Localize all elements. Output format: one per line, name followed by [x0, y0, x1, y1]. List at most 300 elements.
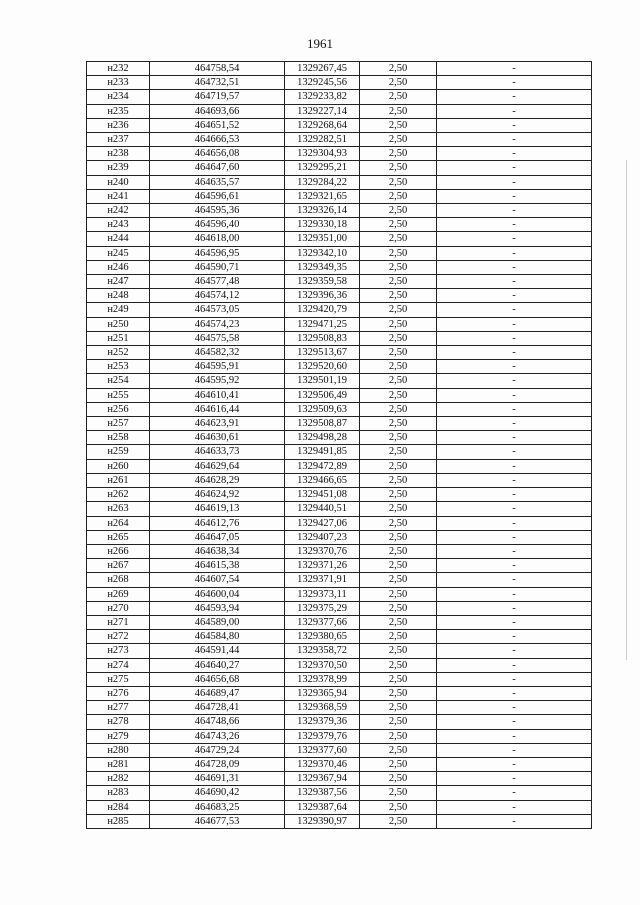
x-coordinate-cell: 464595,36	[150, 204, 285, 218]
table-row	[87, 502, 592, 516]
note-cell: -	[437, 658, 592, 672]
table-row	[87, 246, 592, 260]
note-cell: -	[437, 161, 592, 175]
y-coordinate-cell: 1329451,08	[285, 488, 360, 502]
point-id-cell: н243	[87, 218, 150, 232]
y-coordinate-cell: 1329513,67	[285, 346, 360, 360]
point-id-cell: н284	[87, 800, 150, 814]
table-row	[87, 303, 592, 317]
note-cell: -	[437, 701, 592, 715]
note-cell: -	[437, 402, 592, 416]
table-row	[87, 459, 592, 473]
note-cell: -	[437, 672, 592, 686]
precision-cell: 2,50	[360, 331, 437, 345]
point-id-cell: н279	[87, 729, 150, 743]
x-coordinate-cell: 464573,05	[150, 303, 285, 317]
y-coordinate-cell: 1329370,46	[285, 757, 360, 771]
precision-cell: 2,50	[360, 715, 437, 729]
table-row	[87, 118, 592, 132]
point-id-cell: н254	[87, 374, 150, 388]
y-coordinate-cell: 1329268,64	[285, 118, 360, 132]
x-coordinate-cell: 464589,00	[150, 615, 285, 629]
point-id-cell: н278	[87, 715, 150, 729]
note-cell: -	[437, 814, 592, 828]
table-row	[87, 133, 592, 147]
x-coordinate-cell: 464728,09	[150, 757, 285, 771]
note-cell: -	[437, 133, 592, 147]
y-coordinate-cell: 1329379,76	[285, 729, 360, 743]
table-row	[87, 544, 592, 558]
x-coordinate-cell: 464656,68	[150, 672, 285, 686]
note-cell: -	[437, 189, 592, 203]
y-coordinate-cell: 1329491,85	[285, 445, 360, 459]
note-cell: -	[437, 388, 592, 402]
y-coordinate-cell: 1329472,89	[285, 459, 360, 473]
precision-cell: 2,50	[360, 473, 437, 487]
y-coordinate-cell: 1329233,82	[285, 90, 360, 104]
point-id-cell: н269	[87, 587, 150, 601]
precision-cell: 2,50	[360, 686, 437, 700]
x-coordinate-cell: 464610,41	[150, 388, 285, 402]
y-coordinate-cell: 1329508,83	[285, 331, 360, 345]
precision-cell: 2,50	[360, 161, 437, 175]
precision-cell: 2,50	[360, 62, 437, 76]
x-coordinate-cell: 464630,61	[150, 431, 285, 445]
precision-cell: 2,50	[360, 516, 437, 530]
page-number: 1961	[307, 36, 333, 51]
y-coordinate-cell: 1329267,45	[285, 62, 360, 76]
note-cell: -	[437, 76, 592, 90]
table-row	[87, 360, 592, 374]
table-row	[87, 76, 592, 90]
precision-cell: 2,50	[360, 488, 437, 502]
point-id-cell: н264	[87, 516, 150, 530]
precision-cell: 2,50	[360, 573, 437, 587]
point-id-cell: н277	[87, 701, 150, 715]
x-coordinate-cell: 464607,54	[150, 573, 285, 587]
point-id-cell: н283	[87, 786, 150, 800]
x-coordinate-cell: 464728,41	[150, 701, 285, 715]
point-id-cell: н276	[87, 686, 150, 700]
precision-cell: 2,50	[360, 133, 437, 147]
table-row	[87, 388, 592, 402]
y-coordinate-cell: 1329368,59	[285, 701, 360, 715]
x-coordinate-cell: 464651,52	[150, 118, 285, 132]
x-coordinate-cell: 464574,23	[150, 317, 285, 331]
note-cell: -	[437, 104, 592, 118]
x-coordinate-cell: 464618,00	[150, 232, 285, 246]
note-cell: -	[437, 118, 592, 132]
table-row	[87, 204, 592, 218]
table-row	[87, 488, 592, 502]
y-coordinate-cell: 1329498,28	[285, 431, 360, 445]
point-id-cell: н271	[87, 615, 150, 629]
point-id-cell: н262	[87, 488, 150, 502]
x-coordinate-cell: 464616,44	[150, 402, 285, 416]
point-id-cell: н268	[87, 573, 150, 587]
y-coordinate-cell: 1329326,14	[285, 204, 360, 218]
point-id-cell: н267	[87, 559, 150, 573]
point-id-cell: н250	[87, 317, 150, 331]
table-row	[87, 729, 592, 743]
note-cell: -	[437, 516, 592, 530]
table-row	[87, 743, 592, 757]
precision-cell: 2,50	[360, 757, 437, 771]
table-row	[87, 260, 592, 274]
point-id-cell: н242	[87, 204, 150, 218]
table-row	[87, 189, 592, 203]
precision-cell: 2,50	[360, 374, 437, 388]
point-id-cell: н234	[87, 90, 150, 104]
note-cell: -	[437, 502, 592, 516]
precision-cell: 2,50	[360, 772, 437, 786]
note-cell: -	[437, 615, 592, 629]
x-coordinate-cell: 464595,92	[150, 374, 285, 388]
table-row	[87, 772, 592, 786]
y-coordinate-cell: 1329379,36	[285, 715, 360, 729]
point-id-cell: н273	[87, 644, 150, 658]
y-coordinate-cell: 1329387,64	[285, 800, 360, 814]
note-cell: -	[437, 459, 592, 473]
point-id-cell: н239	[87, 161, 150, 175]
point-id-cell: н235	[87, 104, 150, 118]
point-id-cell: н252	[87, 346, 150, 360]
x-coordinate-cell: 464635,57	[150, 175, 285, 189]
precision-cell: 2,50	[360, 246, 437, 260]
precision-cell: 2,50	[360, 346, 437, 360]
x-coordinate-cell: 464656,08	[150, 147, 285, 161]
coordinates-table	[86, 61, 592, 829]
note-cell: -	[437, 417, 592, 431]
note-cell: -	[437, 757, 592, 771]
table-row	[87, 601, 592, 615]
x-coordinate-cell: 464729,24	[150, 743, 285, 757]
note-cell: -	[437, 772, 592, 786]
note-cell: -	[437, 303, 592, 317]
note-cell: -	[437, 715, 592, 729]
table-row	[87, 800, 592, 814]
point-id-cell: н241	[87, 189, 150, 203]
point-id-cell: н270	[87, 601, 150, 615]
precision-cell: 2,50	[360, 644, 437, 658]
x-coordinate-cell: 464582,32	[150, 346, 285, 360]
y-coordinate-cell: 1329466,65	[285, 473, 360, 487]
note-cell: -	[437, 630, 592, 644]
table-row	[87, 573, 592, 587]
note-cell: -	[437, 445, 592, 459]
y-coordinate-cell: 1329509,63	[285, 402, 360, 416]
note-cell: -	[437, 644, 592, 658]
scan-edge-mark	[626, 160, 627, 660]
y-coordinate-cell: 1329245,56	[285, 76, 360, 90]
y-coordinate-cell: 1329407,23	[285, 530, 360, 544]
x-coordinate-cell: 464591,44	[150, 644, 285, 658]
x-coordinate-cell: 464624,92	[150, 488, 285, 502]
x-coordinate-cell: 464619,13	[150, 502, 285, 516]
table-row	[87, 346, 592, 360]
point-id-cell: н274	[87, 658, 150, 672]
note-cell: -	[437, 431, 592, 445]
precision-cell: 2,50	[360, 204, 437, 218]
precision-cell: 2,50	[360, 289, 437, 303]
x-coordinate-cell: 464584,80	[150, 630, 285, 644]
precision-cell: 2,50	[360, 630, 437, 644]
note-cell: -	[437, 559, 592, 573]
point-id-cell: н240	[87, 175, 150, 189]
x-coordinate-cell: 464683,25	[150, 800, 285, 814]
point-id-cell: н232	[87, 62, 150, 76]
y-coordinate-cell: 1329295,21	[285, 161, 360, 175]
point-id-cell: н275	[87, 672, 150, 686]
x-coordinate-cell: 464596,40	[150, 218, 285, 232]
y-coordinate-cell: 1329508,87	[285, 417, 360, 431]
point-id-cell: н272	[87, 630, 150, 644]
y-coordinate-cell: 1329380,65	[285, 630, 360, 644]
precision-cell: 2,50	[360, 175, 437, 189]
point-id-cell: н245	[87, 246, 150, 260]
note-cell: -	[437, 218, 592, 232]
precision-cell: 2,50	[360, 672, 437, 686]
table-row	[87, 516, 592, 530]
y-coordinate-cell: 1329371,26	[285, 559, 360, 573]
note-cell: -	[437, 260, 592, 274]
table-row	[87, 104, 592, 118]
note-cell: -	[437, 473, 592, 487]
table-row	[87, 814, 592, 828]
table-row	[87, 90, 592, 104]
table-row	[87, 289, 592, 303]
point-id-cell: н261	[87, 473, 150, 487]
note-cell: -	[437, 289, 592, 303]
point-id-cell: н238	[87, 147, 150, 161]
y-coordinate-cell: 1329377,60	[285, 743, 360, 757]
table-row	[87, 587, 592, 601]
x-coordinate-cell: 464647,60	[150, 161, 285, 175]
y-coordinate-cell: 1329304,93	[285, 147, 360, 161]
x-coordinate-cell: 464615,38	[150, 559, 285, 573]
note-cell: -	[437, 360, 592, 374]
y-coordinate-cell: 1329375,29	[285, 601, 360, 615]
x-coordinate-cell: 464577,48	[150, 275, 285, 289]
precision-cell: 2,50	[360, 388, 437, 402]
x-coordinate-cell: 464691,31	[150, 772, 285, 786]
point-id-cell: н257	[87, 417, 150, 431]
point-id-cell: н259	[87, 445, 150, 459]
y-coordinate-cell: 1329387,56	[285, 786, 360, 800]
note-cell: -	[437, 544, 592, 558]
precision-cell: 2,50	[360, 814, 437, 828]
x-coordinate-cell: 464677,53	[150, 814, 285, 828]
note-cell: -	[437, 147, 592, 161]
x-coordinate-cell: 464575,58	[150, 331, 285, 345]
table-row	[87, 715, 592, 729]
note-cell: -	[437, 587, 592, 601]
precision-cell: 2,50	[360, 218, 437, 232]
x-coordinate-cell: 464629,64	[150, 459, 285, 473]
table-row	[87, 701, 592, 715]
table-row	[87, 417, 592, 431]
point-id-cell: н255	[87, 388, 150, 402]
precision-cell: 2,50	[360, 260, 437, 274]
table-row	[87, 431, 592, 445]
note-cell: -	[437, 90, 592, 104]
precision-cell: 2,50	[360, 559, 437, 573]
note-cell: -	[437, 346, 592, 360]
precision-cell: 2,50	[360, 417, 437, 431]
x-coordinate-cell: 464647,05	[150, 530, 285, 544]
table-row	[87, 62, 592, 76]
table-row	[87, 686, 592, 700]
y-coordinate-cell: 1329227,14	[285, 104, 360, 118]
x-coordinate-cell: 464612,76	[150, 516, 285, 530]
table-row	[87, 630, 592, 644]
point-id-cell: н265	[87, 530, 150, 544]
x-coordinate-cell: 464666,53	[150, 133, 285, 147]
precision-cell: 2,50	[360, 701, 437, 715]
precision-cell: 2,50	[360, 104, 437, 118]
x-coordinate-cell: 464689,47	[150, 686, 285, 700]
y-coordinate-cell: 1329370,76	[285, 544, 360, 558]
y-coordinate-cell: 1329420,79	[285, 303, 360, 317]
y-coordinate-cell: 1329371,91	[285, 573, 360, 587]
note-cell: -	[437, 175, 592, 189]
table-row	[87, 161, 592, 175]
precision-cell: 2,50	[360, 530, 437, 544]
table-row	[87, 559, 592, 573]
y-coordinate-cell: 1329282,51	[285, 133, 360, 147]
y-coordinate-cell: 1329342,10	[285, 246, 360, 260]
precision-cell: 2,50	[360, 317, 437, 331]
note-cell: -	[437, 246, 592, 260]
note-cell: -	[437, 232, 592, 246]
x-coordinate-cell: 464595,91	[150, 360, 285, 374]
table-row	[87, 445, 592, 459]
table-row	[87, 644, 592, 658]
point-id-cell: н282	[87, 772, 150, 786]
note-cell: -	[437, 62, 592, 76]
table-row	[87, 473, 592, 487]
precision-cell: 2,50	[360, 189, 437, 203]
x-coordinate-cell: 464600,04	[150, 587, 285, 601]
point-id-cell: н280	[87, 743, 150, 757]
point-id-cell: н260	[87, 459, 150, 473]
y-coordinate-cell: 1329378,99	[285, 672, 360, 686]
precision-cell: 2,50	[360, 90, 437, 104]
precision-cell: 2,50	[360, 502, 437, 516]
table-row	[87, 232, 592, 246]
x-coordinate-cell: 464693,66	[150, 104, 285, 118]
precision-cell: 2,50	[360, 431, 437, 445]
coordinates-table-body	[87, 62, 592, 829]
y-coordinate-cell: 1329501,19	[285, 374, 360, 388]
note-cell: -	[437, 530, 592, 544]
point-id-cell: н249	[87, 303, 150, 317]
precision-cell: 2,50	[360, 360, 437, 374]
x-coordinate-cell: 464719,57	[150, 90, 285, 104]
y-coordinate-cell: 1329427,06	[285, 516, 360, 530]
precision-cell: 2,50	[360, 459, 437, 473]
point-id-cell: н256	[87, 402, 150, 416]
y-coordinate-cell: 1329330,18	[285, 218, 360, 232]
y-coordinate-cell: 1329396,36	[285, 289, 360, 303]
y-coordinate-cell: 1329390,97	[285, 814, 360, 828]
note-cell: -	[437, 488, 592, 502]
table-row	[87, 147, 592, 161]
point-id-cell: н246	[87, 260, 150, 274]
precision-cell: 2,50	[360, 303, 437, 317]
note-cell: -	[437, 317, 592, 331]
note-cell: -	[437, 331, 592, 345]
precision-cell: 2,50	[360, 147, 437, 161]
note-cell: -	[437, 374, 592, 388]
precision-cell: 2,50	[360, 800, 437, 814]
point-id-cell: н233	[87, 76, 150, 90]
y-coordinate-cell: 1329358,72	[285, 644, 360, 658]
x-coordinate-cell: 464633,73	[150, 445, 285, 459]
x-coordinate-cell: 464640,27	[150, 658, 285, 672]
point-id-cell: н281	[87, 757, 150, 771]
x-coordinate-cell: 464690,42	[150, 786, 285, 800]
table-row	[87, 331, 592, 345]
table-row	[87, 530, 592, 544]
note-cell: -	[437, 573, 592, 587]
precision-cell: 2,50	[360, 275, 437, 289]
x-coordinate-cell: 464743,26	[150, 729, 285, 743]
x-coordinate-cell: 464748,66	[150, 715, 285, 729]
point-id-cell: н236	[87, 118, 150, 132]
note-cell: -	[437, 743, 592, 757]
table-row	[87, 615, 592, 629]
y-coordinate-cell: 1329377,66	[285, 615, 360, 629]
y-coordinate-cell: 1329506,49	[285, 388, 360, 402]
y-coordinate-cell: 1329373,11	[285, 587, 360, 601]
y-coordinate-cell: 1329365,94	[285, 686, 360, 700]
precision-cell: 2,50	[360, 601, 437, 615]
precision-cell: 2,50	[360, 743, 437, 757]
table-row	[87, 374, 592, 388]
y-coordinate-cell: 1329284,22	[285, 175, 360, 189]
x-coordinate-cell: 464628,29	[150, 473, 285, 487]
y-coordinate-cell: 1329359,58	[285, 275, 360, 289]
y-coordinate-cell: 1329349,35	[285, 260, 360, 274]
y-coordinate-cell: 1329321,65	[285, 189, 360, 203]
note-cell: -	[437, 786, 592, 800]
point-id-cell: н253	[87, 360, 150, 374]
note-cell: -	[437, 686, 592, 700]
table-row	[87, 218, 592, 232]
table-row	[87, 275, 592, 289]
x-coordinate-cell: 464596,61	[150, 189, 285, 203]
note-cell: -	[437, 800, 592, 814]
precision-cell: 2,50	[360, 658, 437, 672]
table-row	[87, 786, 592, 800]
table-row	[87, 672, 592, 686]
x-coordinate-cell: 464596,95	[150, 246, 285, 260]
y-coordinate-cell: 1329367,94	[285, 772, 360, 786]
precision-cell: 2,50	[360, 402, 437, 416]
precision-cell: 2,50	[360, 445, 437, 459]
precision-cell: 2,50	[360, 615, 437, 629]
x-coordinate-cell: 464732,51	[150, 76, 285, 90]
note-cell: -	[437, 601, 592, 615]
point-id-cell: н266	[87, 544, 150, 558]
table-row	[87, 175, 592, 189]
y-coordinate-cell: 1329520,60	[285, 360, 360, 374]
point-id-cell: н237	[87, 133, 150, 147]
precision-cell: 2,50	[360, 544, 437, 558]
x-coordinate-cell: 464590,71	[150, 260, 285, 274]
point-id-cell: н247	[87, 275, 150, 289]
